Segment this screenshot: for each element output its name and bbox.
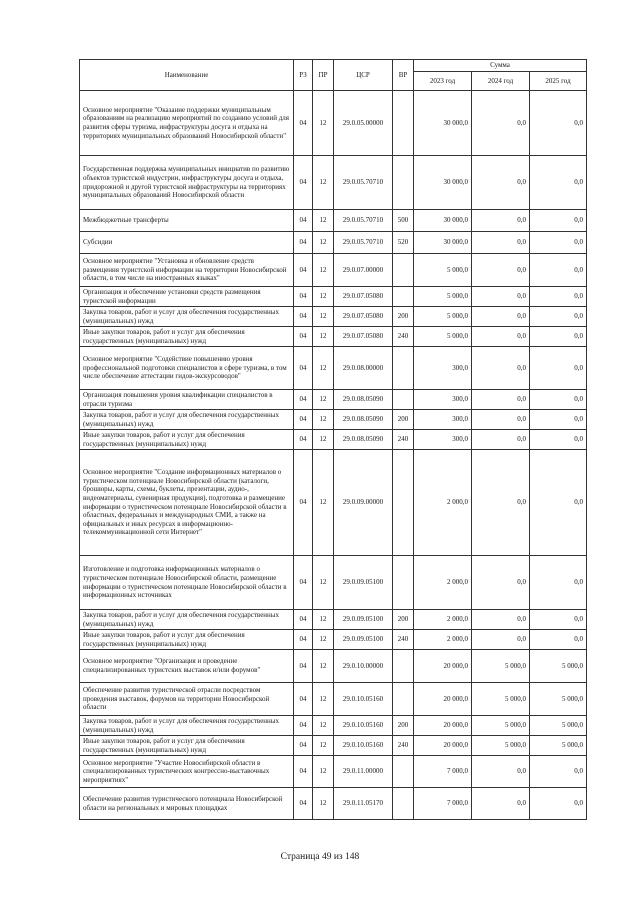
cell-vr: [393, 254, 414, 287]
cell-vr: 240: [393, 630, 414, 650]
cell-y3: 5 000,0: [530, 736, 587, 756]
cell-rz: 04: [294, 410, 313, 430]
cell-pr: 12: [313, 716, 334, 736]
cell-vr: [393, 287, 414, 307]
cell-vr: 500: [393, 210, 414, 232]
cell-rz: 04: [294, 430, 313, 450]
cell-y3: 0,0: [530, 347, 587, 390]
cell-csr: 29.0.11.00000: [334, 756, 393, 788]
cell-csr: 29.0.09.05100: [334, 630, 393, 650]
cell-y2: 0,0: [472, 287, 530, 307]
cell-y3: 0,0: [530, 450, 587, 556]
cell-name: Закупка товаров, работ и услуг для обеспечения государственных (муниципальных) нужд: [80, 410, 294, 430]
cell-y1: 300,0: [414, 347, 472, 390]
table-row: [80, 788, 587, 820]
cell-name: Закупка товаров, работ и услуг для обеспечения государственных (муниципальных) нужд: [80, 610, 294, 630]
cell-y1: 300,0: [414, 390, 472, 410]
cell-y1: 20 000,0: [414, 716, 472, 736]
table-row: [80, 683, 587, 716]
cell-y3: 0,0: [530, 390, 587, 410]
cell-y1: 20 000,0: [414, 683, 472, 716]
cell-y1: 7 000,0: [414, 788, 472, 820]
cell-pr: 12: [313, 91, 334, 156]
cell-y3: 0,0: [530, 610, 587, 630]
cell-csr: 29.0.09.05100: [334, 556, 393, 610]
cell-y3: 5 000,0: [530, 683, 587, 716]
cell-vr: [393, 650, 414, 683]
col-header-sum: Сумма: [414, 60, 587, 72]
cell-csr: 29.0.05.70710: [334, 232, 393, 254]
cell-y2: 5 000,0: [472, 650, 530, 683]
table-body: [80, 91, 587, 820]
cell-pr: 12: [313, 736, 334, 756]
cell-name: Обеспечение развития туристического потенциала Новосибирской области на региональных и мировых площадках: [80, 788, 294, 820]
cell-vr: 240: [393, 327, 414, 347]
cell-y2: 0,0: [472, 450, 530, 556]
cell-pr: 12: [313, 610, 334, 630]
cell-csr: 29.0.10.05160: [334, 716, 393, 736]
table-row: [80, 556, 587, 610]
cell-pr: 12: [313, 450, 334, 556]
cell-y1: 5 000,0: [414, 307, 472, 327]
cell-y1: 5 000,0: [414, 254, 472, 287]
page-number: Страница 49 из 148: [280, 852, 360, 862]
cell-rz: 04: [294, 156, 313, 210]
cell-rz: 04: [294, 610, 313, 630]
cell-vr: 520: [393, 232, 414, 254]
cell-y2: 0,0: [472, 156, 530, 210]
cell-csr: 29.0.05.00000: [334, 91, 393, 156]
cell-rz: 04: [294, 287, 313, 307]
cell-y1: 30 000,0: [414, 156, 472, 210]
cell-csr: 29.0.07.05080: [334, 327, 393, 347]
cell-y2: 0,0: [472, 410, 530, 430]
cell-y1: 2 000,0: [414, 450, 472, 556]
table-row: [80, 327, 587, 347]
cell-y2: 0,0: [472, 210, 530, 232]
cell-pr: 12: [313, 156, 334, 210]
cell-rz: 04: [294, 347, 313, 390]
cell-name: Обеспечение развития туристической отрасли посредством проведения выставок, форумов на территории Новосибирской области: [80, 683, 294, 716]
table-row: [80, 650, 587, 683]
cell-name: Основное мероприятие "Оказание поддержки муниципальным образованиям на реализацию мероприятий по созданию условий для развития сферы туризма, инфраструктуры досуга и отдыха на территориях муниципальных образований Новосибирской области": [80, 91, 294, 156]
cell-y2: 0,0: [472, 91, 530, 156]
cell-y2: 0,0: [472, 327, 530, 347]
cell-y2: 5 000,0: [472, 736, 530, 756]
cell-y1: 2 000,0: [414, 610, 472, 630]
cell-rz: 04: [294, 307, 313, 327]
cell-rz: 04: [294, 556, 313, 610]
cell-y3: 0,0: [530, 327, 587, 347]
table-row: [80, 254, 587, 287]
cell-y3: 0,0: [530, 430, 587, 450]
cell-y1: 5 000,0: [414, 287, 472, 307]
cell-y2: 0,0: [472, 232, 530, 254]
cell-y3: 0,0: [530, 788, 587, 820]
cell-name: Иные закупки товаров, работ и услуг для обеспечения государственных (муниципальных) нужд: [80, 736, 294, 756]
cell-y1: 2 000,0: [414, 630, 472, 650]
cell-y2: 5 000,0: [472, 716, 530, 736]
cell-rz: 04: [294, 91, 313, 156]
cell-vr: [393, 788, 414, 820]
cell-pr: 12: [313, 287, 334, 307]
cell-name: Основное мероприятие "Участие Новосибирской области в специализированных туристических конгрессно-выставочных мероприятиях": [80, 756, 294, 788]
table-row: [80, 736, 587, 756]
cell-rz: 04: [294, 450, 313, 556]
cell-csr: 29.0.11.05170: [334, 788, 393, 820]
table-row: [80, 450, 587, 556]
table-row: [80, 430, 587, 450]
cell-y3: 0,0: [530, 630, 587, 650]
cell-y1: 30 000,0: [414, 210, 472, 232]
cell-rz: 04: [294, 788, 313, 820]
cell-name: Организация и обеспечение установки средств размещения туристской информации: [80, 287, 294, 307]
cell-rz: 04: [294, 756, 313, 788]
cell-rz: 04: [294, 716, 313, 736]
cell-y1: 5 000,0: [414, 327, 472, 347]
cell-name: Основное мероприятие "Организация и проведение специализированных туристских выставок и/или форумов": [80, 650, 294, 683]
cell-y2: 0,0: [472, 610, 530, 630]
table-row: [80, 210, 587, 232]
cell-pr: 12: [313, 556, 334, 610]
table-row: [80, 156, 587, 210]
cell-csr: 29.0.05.70710: [334, 210, 393, 232]
cell-pr: 12: [313, 630, 334, 650]
cell-pr: 12: [313, 430, 334, 450]
col-header-2023: 2023 год: [414, 72, 472, 91]
col-header-vr: ВР: [393, 60, 414, 91]
cell-name: Организация повышения уровня квалификации специалистов в отрасли туризма: [80, 390, 294, 410]
cell-y1: 300,0: [414, 410, 472, 430]
cell-y2: 0,0: [472, 347, 530, 390]
cell-rz: 04: [294, 232, 313, 254]
cell-y3: 5 000,0: [530, 716, 587, 736]
cell-pr: 12: [313, 788, 334, 820]
cell-y3: 0,0: [530, 156, 587, 210]
cell-y1: 300,0: [414, 430, 472, 450]
cell-y2: 0,0: [472, 788, 530, 820]
cell-vr: [393, 91, 414, 156]
cell-rz: 04: [294, 650, 313, 683]
cell-name: Субсидии: [80, 232, 294, 254]
cell-csr: 29.0.09.05100: [334, 610, 393, 630]
table-row: [80, 410, 587, 430]
cell-y3: 0,0: [530, 287, 587, 307]
table-row: [80, 390, 587, 410]
cell-name: Иные закупки товаров, работ и услуг для обеспечения государственных (муниципальных) нужд: [80, 430, 294, 450]
cell-rz: 04: [294, 254, 313, 287]
cell-y1: 20 000,0: [414, 736, 472, 756]
cell-vr: 200: [393, 410, 414, 430]
cell-vr: 240: [393, 736, 414, 756]
cell-y3: 0,0: [530, 254, 587, 287]
cell-csr: 29.0.09.00000: [334, 450, 393, 556]
cell-y1: 30 000,0: [414, 91, 472, 156]
cell-pr: 12: [313, 650, 334, 683]
cell-name: Закупка товаров, работ и услуг для обеспечения государственных (муниципальных) нужд: [80, 716, 294, 736]
cell-pr: 12: [313, 683, 334, 716]
col-header-2025: 2025 год: [530, 72, 587, 91]
cell-rz: 04: [294, 630, 313, 650]
cell-y2: 0,0: [472, 307, 530, 327]
cell-vr: 200: [393, 610, 414, 630]
cell-vr: [393, 156, 414, 210]
cell-y3: 0,0: [530, 410, 587, 430]
cell-y1: 7 000,0: [414, 756, 472, 788]
cell-y3: 0,0: [530, 756, 587, 788]
cell-name: Основное мероприятие "Установка и обновление средств размещения туристской информации на территории Новосибирской области, в том числе на иностранных языках": [80, 254, 294, 287]
cell-y3: 0,0: [530, 556, 587, 610]
cell-rz: 04: [294, 210, 313, 232]
cell-y3: 0,0: [530, 307, 587, 327]
cell-csr: 29.0.08.05090: [334, 410, 393, 430]
cell-vr: [393, 450, 414, 556]
col-header-pr: ПР: [313, 60, 334, 91]
cell-vr: [393, 683, 414, 716]
cell-y2: 0,0: [472, 556, 530, 610]
cell-csr: 29.0.07.00000: [334, 254, 393, 287]
cell-vr: [393, 556, 414, 610]
cell-rz: 04: [294, 683, 313, 716]
cell-csr: 29.0.08.05090: [334, 430, 393, 450]
cell-csr: 29.0.07.05080: [334, 307, 393, 327]
col-header-2024: 2024 год: [472, 72, 530, 91]
cell-vr: [393, 347, 414, 390]
cell-csr: 29.0.10.05160: [334, 736, 393, 756]
cell-csr: 29.0.07.05080: [334, 287, 393, 307]
cell-name: Иные закупки товаров, работ и услуг для обеспечения государственных (муниципальных) нужд: [80, 630, 294, 650]
cell-rz: 04: [294, 736, 313, 756]
cell-pr: 12: [313, 327, 334, 347]
cell-name: Государственная поддержка муниципальных инициатив по развитию объектов туристской индустрии, инфраструктуры досуга и отдыха, придорожной и другой туристской инфраструктуры на территориях муниципальных образований Новосибирской области: [80, 156, 294, 210]
cell-y2: 0,0: [472, 390, 530, 410]
cell-csr: 29.0.08.00000: [334, 347, 393, 390]
cell-name: Основное мероприятие "Содействие повышению уровня профессиональной подготовки специалистов в сфере туризма, в том числе обеспечение аттестации гидов-экскурсоводов": [80, 347, 294, 390]
cell-y1: 30 000,0: [414, 232, 472, 254]
cell-vr: [393, 390, 414, 410]
cell-vr: 200: [393, 716, 414, 736]
table-row: [80, 232, 587, 254]
table-row: [80, 630, 587, 650]
cell-pr: 12: [313, 347, 334, 390]
cell-y2: 0,0: [472, 430, 530, 450]
cell-y2: 5 000,0: [472, 683, 530, 716]
table-row: [80, 347, 587, 390]
cell-vr: [393, 756, 414, 788]
col-header-name: Наименование: [80, 60, 294, 91]
cell-vr: 200: [393, 307, 414, 327]
cell-name: Иные закупки товаров, работ и услуг для обеспечения государственных (муниципальных) нужд: [80, 327, 294, 347]
table-row: [80, 307, 587, 327]
cell-y3: 0,0: [530, 232, 587, 254]
cell-name: Закупка товаров, работ и услуг для обеспечения государственных (муниципальных) нужд: [80, 307, 294, 327]
col-header-csr: ЦСР: [334, 60, 393, 91]
col-header-rz: РЗ: [294, 60, 313, 91]
cell-y2: 0,0: [472, 630, 530, 650]
cell-pr: 12: [313, 307, 334, 327]
cell-csr: 29.0.10.00000: [334, 650, 393, 683]
cell-y1: 20 000,0: [414, 650, 472, 683]
cell-vr: 240: [393, 430, 414, 450]
cell-csr: 29.0.05.70710: [334, 156, 393, 210]
table-row: [80, 287, 587, 307]
cell-pr: 12: [313, 756, 334, 788]
cell-pr: 12: [313, 210, 334, 232]
cell-pr: 12: [313, 410, 334, 430]
cell-name: Изготовление и подготовка информационных материалов о туристическом потенциале Новосибирской области, размещение информации о туристическом потенциале Новосибирской области в информационных источниках: [80, 556, 294, 610]
cell-pr: 12: [313, 232, 334, 254]
table-row: [80, 756, 587, 788]
cell-csr: 29.0.10.05160: [334, 683, 393, 716]
cell-y1: 2 000,0: [414, 556, 472, 610]
cell-y3: 0,0: [530, 91, 587, 156]
cell-y2: 0,0: [472, 254, 530, 287]
cell-pr: 12: [313, 254, 334, 287]
table-row: [80, 91, 587, 156]
budget-table: [79, 59, 587, 820]
cell-y2: 0,0: [472, 756, 530, 788]
cell-name: Межбюджетные трансферты: [80, 210, 294, 232]
cell-y3: 0,0: [530, 210, 587, 232]
table-row: [80, 716, 587, 736]
cell-csr: 29.0.08.05090: [334, 390, 393, 410]
cell-rz: 04: [294, 327, 313, 347]
cell-pr: 12: [313, 390, 334, 410]
cell-rz: 04: [294, 390, 313, 410]
cell-y3: 5 000,0: [530, 650, 587, 683]
table-row: [80, 610, 587, 630]
cell-name: Основное мероприятие "Создание информационных материалов о туристическом потенциале Новосибирской области (каталоги, брошюры, карты, схемы, буклеты, презентации, аудио-, видеоматериалы, сувенирная продукция), подготовка и размещение информации о туристическом потенциале Новосибирской области в областных, федеральных и международных СМИ, а также на официальных и иных ресурсах в информационно-телекоммуникационной сети Интернет": [80, 450, 294, 556]
